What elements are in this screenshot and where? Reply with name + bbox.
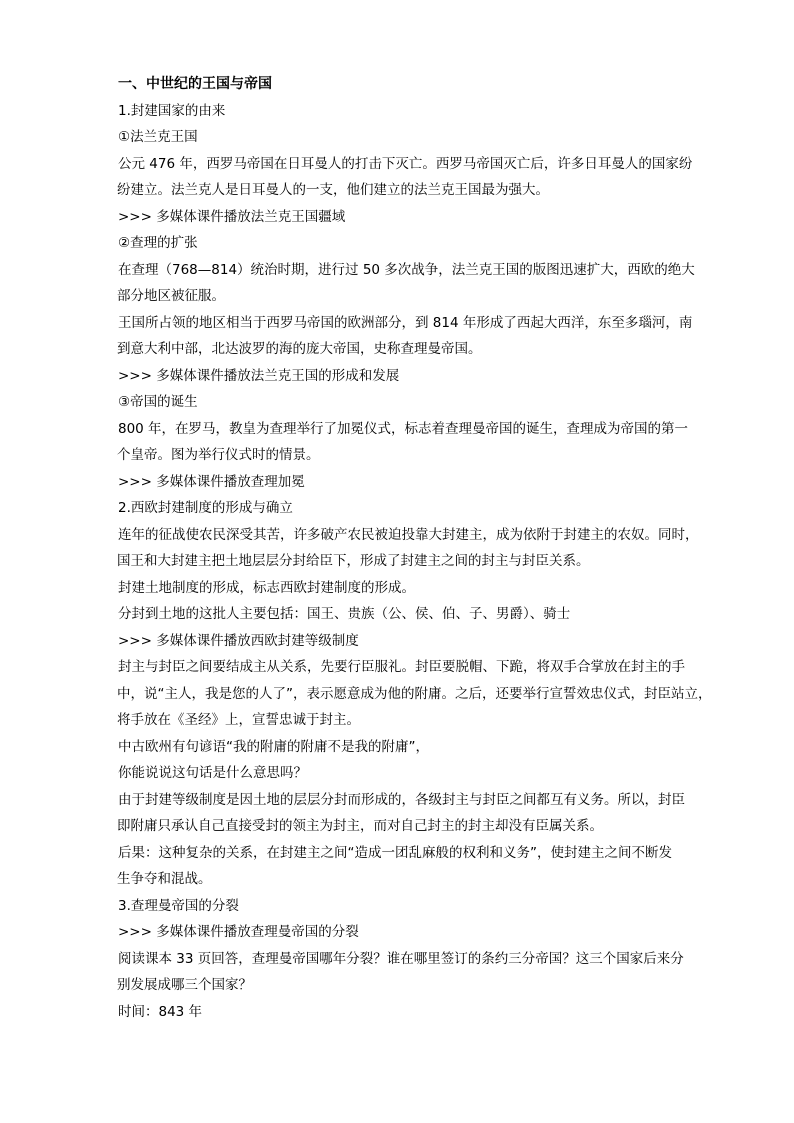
paragraph-line: 封主与封臣之间要结成主从关系，先要行臣服礼。封臣要脱帽、下跪，将双手合掌放在封主的手 xyxy=(118,659,685,675)
paragraph-line: 阅读课本 33 页回答，查理曼帝国哪年分裂？谁在哪里签订的条约三分帝国？这三个国家后来分 xyxy=(118,951,684,967)
media-note: >>> 多媒体课件播放法兰克王国疆域 xyxy=(118,209,346,225)
paragraph-line: 由于封建等级制度是因土地的层层分封而形成的，各级封主与封臣之间都互有义务。所以，封臣 xyxy=(118,792,685,808)
paragraph-line: 到意大利中部，北达波罗的海的庞大帝国，史称查理曼帝国。 xyxy=(117,341,482,357)
paragraph-line: 个皇帝。图为举行仪式时的情景。 xyxy=(117,447,320,463)
media-note: >>> 多媒体课件播放查理曼帝国的分裂 xyxy=(118,924,359,940)
paragraph-line: 国王和大封建主把土地层层分封给臣下，形成了封建主之间的封主与封臣关系。 xyxy=(117,553,590,569)
paragraph-line: 将手放在《圣经》上，宣誓忠诚于封主。 xyxy=(117,712,360,728)
subheading: 3.查理曼帝国的分裂 xyxy=(118,898,239,914)
subheading: ③帝国的诞生 xyxy=(118,394,198,410)
media-note: >>> 多媒体课件播放查理加冕 xyxy=(118,474,305,490)
media-note: >>> 多媒体课件播放西欧封建等级制度 xyxy=(118,633,359,649)
paragraph-line: 王国所占领的地区相当于西罗马帝国的欧洲部分，到 814 年形成了西起大西洋，东至多瑙河，南 xyxy=(118,315,693,331)
paragraph-line: 生争夺和混战。 xyxy=(117,871,212,887)
subheading: 1.封建国家的由来 xyxy=(118,103,226,119)
paragraph-line: 封建土地制度的形成，标志西欧封建制度的形成。 xyxy=(118,580,415,596)
paragraph-line: 即附庸只承认自己直接受封的领主为封主，而对自己封主的封主却没有臣属关系。 xyxy=(117,818,603,834)
subheading: ①法兰克王国 xyxy=(118,129,198,145)
paragraph-line: 后果：这种复杂的关系，在封建主之间“造成一团乱麻般的权利和义务”，使封建主之间不断发 xyxy=(118,845,672,861)
media-note: >>> 多媒体课件播放法兰克王国的形成和发展 xyxy=(118,368,400,384)
paragraph-line: 800 年，在罗马，教皇为查理举行了加冕仪式，标志着查理曼帝国的诞生，查理成为帝国的第一 xyxy=(118,421,689,437)
question-line: 你能说说这句话是什么意思吗？ xyxy=(118,765,307,781)
subheading: ②查理的扩张 xyxy=(118,235,198,251)
paragraph-line: 分封到土地的这批人主要包括：国王、贵族（公、侯、伯、子、男爵）、骑士 xyxy=(118,606,571,622)
paragraph-line: 别发展成哪三个国家？ xyxy=(117,977,252,993)
paragraph-line: 在查理（768—814）统治时期，进行过 50 多次战争，法兰克王国的版图迅速扩大，西欧的绝大 xyxy=(118,262,695,278)
paragraph-line: 中古欧州有句谚语“我的附庸的附庸不是我的附庸”， xyxy=(118,739,429,755)
paragraph-line: 公元 476 年，西罗马帝国在日耳曼人的打击下灭亡。西罗马帝国灭亡后，许多日耳曼人的国家纷 xyxy=(118,156,693,172)
paragraph-line: 中，说“主人，我是您的人了”，表示愿意成为他的附庸。之后，还要举行宣誓效忠仪式，封臣站立， xyxy=(117,686,712,702)
paragraph-line: 纷建立。法兰克人是日耳曼人的一支，他们建立的法兰克王国最为强大。 xyxy=(117,182,549,198)
section-heading: 一、中世纪的王国与帝国 xyxy=(118,76,272,92)
paragraph-line: 连年的征战使农民深受其苦，许多破产农民被迫投靠大封建主，成为依附于封建主的农奴。同时， xyxy=(118,527,699,543)
paragraph-line: 部分地区被征服。 xyxy=(117,288,225,304)
paragraph-line: 时间：843 年 xyxy=(118,1004,203,1020)
subheading: 2.西欧封建制度的形成与确立 xyxy=(118,500,293,516)
